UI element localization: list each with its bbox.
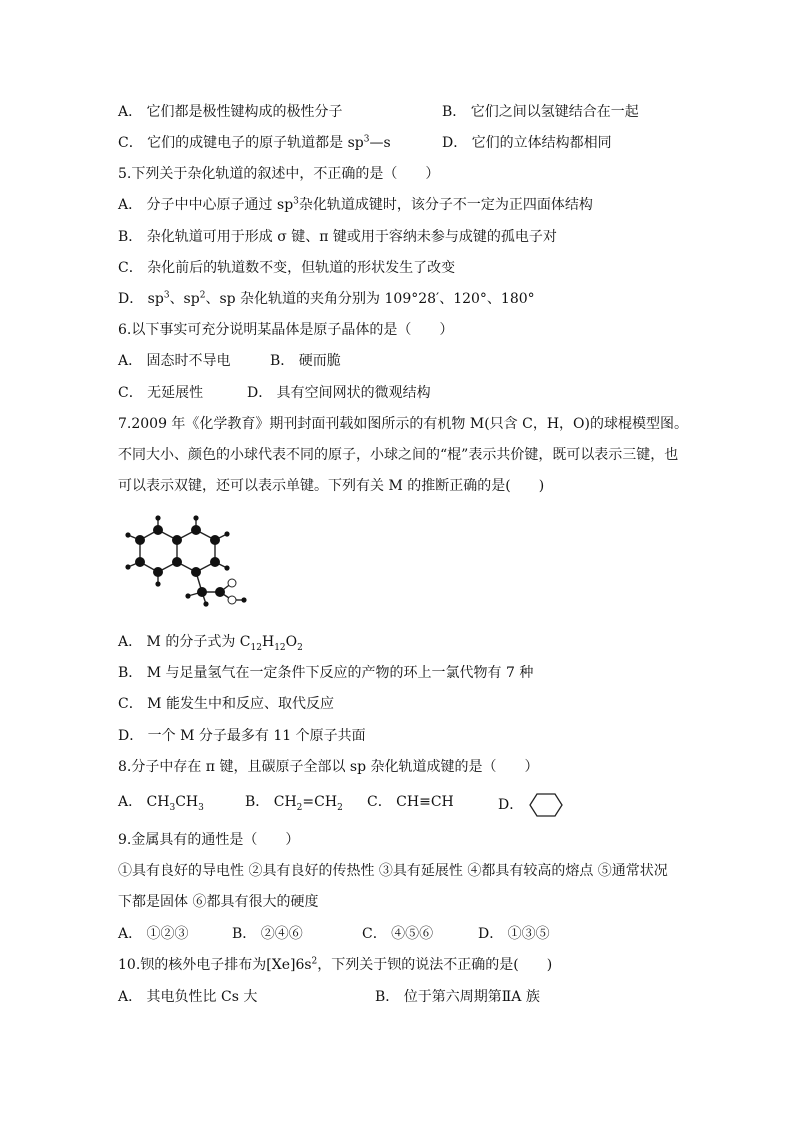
carbon-atom [135,535,145,545]
q8-stem: 8.分子中存在 π 键，且碳原子全部以 sp 杂化轨道成键的是（ ） [118,759,539,775]
q5-stem: 5.下列关于杂化轨道的叙述中，不正确的是（ ） [118,166,440,182]
q9-statements-line2: 下都是固体 ⑥都具有很大的硬度 [118,894,319,910]
q4-option-c: C． 它们的成键电子的原子轨道都是 $sp^3—s$ [118,134,391,151]
q5-option-c: C． 杂化前后的轨道数不变，但轨道的形状发生了改变 [118,260,456,276]
oxygen-atom [228,596,236,604]
q9-stem: 9.金属具有的通性是（ ） [118,832,300,848]
carbon-atom [135,557,145,567]
q8-option-a: A． $CH_3CH_3$ [118,794,204,813]
q7-stem-line3: 可以表示双键，还可以表示单键。下列有关 M 的推断正确的是( ) [118,478,545,494]
hydrogen-atom [155,581,160,586]
carbon-atom [191,567,201,577]
ball-and-stick-model [120,512,260,612]
q6-option-b: B． 硬而脆 [270,353,341,369]
q10-stem: 10.钡的核外电子排布为$[Xe]6s^2$，下列关于钡的说法不正确的是( ) [118,956,553,973]
q9-option-d: D． ①③⑤ [478,926,550,942]
hydrogen-atom [224,565,229,570]
oxygen-atom [228,579,236,587]
carbon-atom [172,535,182,545]
hydrogen-atom [155,515,160,520]
carbon-atom [153,567,163,577]
hydrogen-atom [241,597,246,602]
carbon-atom [215,587,225,597]
carbon-atom [153,525,163,535]
q5-option-d: D． $sp^3$、$sp^2$、sp 杂化轨道的夹角分别为 109°28′、120°、180° [118,290,535,307]
hydrogen-atom [125,532,130,537]
q6-option-d: D． 具有空间网状的微观结构 [247,385,431,401]
q6-option-a: A． 固态时不导电 [118,353,231,369]
q6-stem: 6.以下事实可充分说明某晶体是原子晶体的是（ ） [118,322,454,338]
q4-option-b: B． 它们之间以氢键结合在一起 [442,104,639,120]
q7-option-a: A． M 的分子式为 $C_{12}H_{12}O_2$ [118,634,303,653]
q4-option-d: D． 它们的立体结构都相同 [442,135,612,151]
q9-option-a: A． ①②③ [118,926,189,942]
q4-option-a: A． 它们都是极性键构成的极性分子 [118,104,343,120]
q8-option-c: C． CH≡CH [367,794,454,810]
benzene-ring-icon [528,792,564,818]
hydrogen-atom [125,564,130,569]
q7-stem-line2: 不同大小、颜色的小球代表不同的原子，小球之间的“棍”表示共价键，既可以表示三键，也 [118,447,679,463]
q5-option-a: A． 分子中中心原子通过 $sp^3$杂化轨道成键时，该分子不一定为正四面体结构 [118,196,593,213]
q9-option-b: B． ②④⑥ [232,926,303,942]
q8-option-b: B． $CH_2=CH_2$ [245,794,343,813]
q7-option-d: D． 一个 M 分子最多有 11 个原子共面 [118,728,366,744]
carbon-atom [210,557,220,567]
q6-option-c: C． 无延展性 [118,385,204,401]
q8-option-d: D． [498,792,564,818]
q9-option-c: C． ④⑤⑥ [362,926,434,942]
hydrogen-atom [185,593,190,598]
q10-option-b: B． 位于第六周期第ⅡA 族 [375,989,540,1005]
q9-statements-line1: ①具有良好的导电性 ②具有良好的传热性 ③具有延展性 ④都具有较高的熔点 ⑤通常状况 [118,863,668,879]
carbon-atom [172,557,182,567]
q5-option-b: B． 杂化轨道可用于形成 σ 键、π 键或用于容纳未参与成键的孤电子对 [118,229,557,245]
q7-option-b: B． M 与足量氢气在一定条件下反应的产物的环上一氯代物有 7 种 [118,665,534,681]
hydrogen-atom [193,515,198,520]
hydrogen-atom [224,531,229,536]
hydrogen-atom [203,601,208,606]
carbon-atom [197,587,207,597]
carbon-atom [210,535,220,545]
q7-stem-line1: 7.2009 年《化学教育》期刊封面刊载如图所示的有机物 M(只含 C，H，O)的球棍模型图。 [118,416,688,432]
q10-option-a: A． 其电负性比 Cs 大 [118,989,258,1005]
q7-option-c: C． M 能发生中和反应、取代反应 [118,696,334,712]
carbon-atom [191,525,201,535]
